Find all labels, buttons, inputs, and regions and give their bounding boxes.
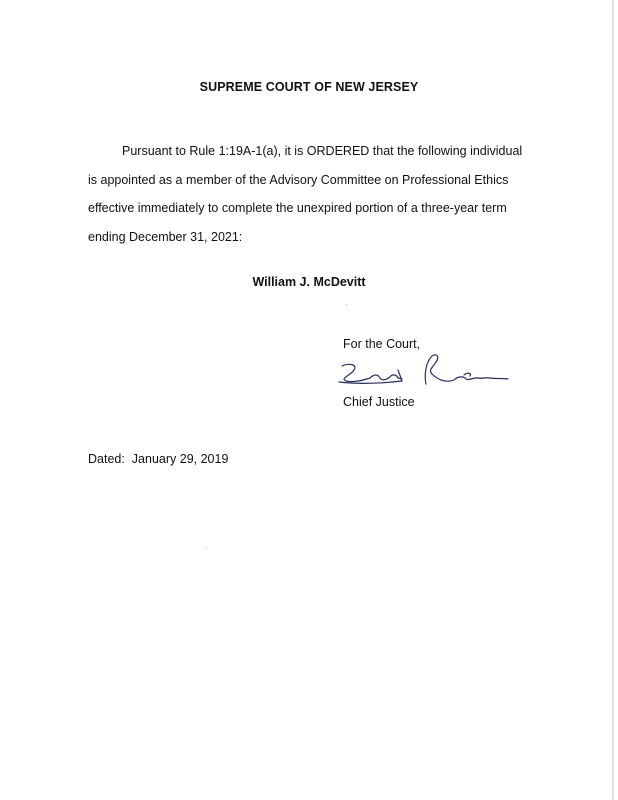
paragraph-line: ending December 31, 2021: — [88, 229, 243, 244]
page-edge-shadow — [612, 0, 614, 800]
paragraph-line: Pursuant to Rule 1:19A-1(a), it is ORDERED that the following individual — [122, 144, 523, 158]
dated-value: January 29, 2019 — [131, 452, 229, 466]
scan-speck — [346, 304, 347, 305]
order-paragraph — [88, 137, 548, 251]
signer-title: Chief Justice — [343, 395, 415, 409]
paragraph-line: is appointed as a member of the Advisory Committee on Professional Ethics — [88, 172, 509, 187]
paragraph-line: effective immediately to complete the unexpired portion of a three-year term — [88, 201, 507, 216]
closing-text: For the Court, — [343, 337, 421, 351]
dated-label: Dated: — [88, 452, 125, 466]
chief-justice-signature — [336, 350, 516, 392]
scan-speck — [206, 548, 207, 549]
appointee-name: William J. McDevitt — [252, 275, 366, 289]
court-title: SUPREME COURT OF NEW JERSEY — [199, 80, 419, 94]
date-line — [88, 452, 228, 466]
